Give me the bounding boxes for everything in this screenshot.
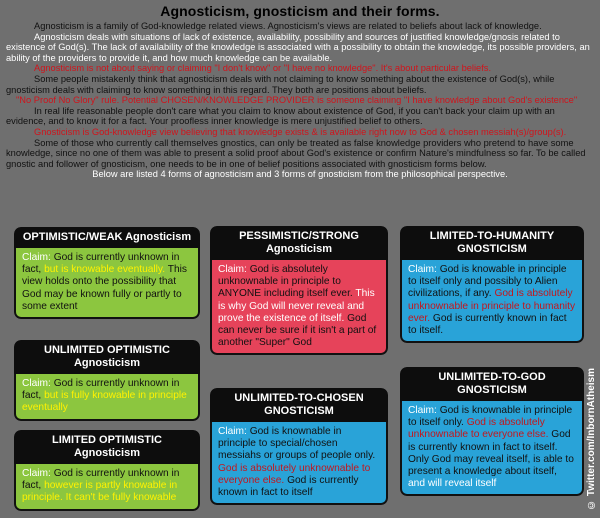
claim-text: God is currently unknown in fact, — [22, 468, 180, 492]
claim-label: Claim: — [218, 264, 247, 275]
box-limited-to-humanity — [400, 226, 584, 343]
box-header: UNLIMITED-TO-CHOSEN GNOSTICISM — [210, 388, 388, 422]
claim-text: God is absolutely unknownable in principle to ANYONE including itself ever. — [218, 264, 353, 300]
intro-p3: Agnosticism is not about saying or claiming "I don't know" or "I have no knowledge". It's about particular beliefs. — [34, 63, 492, 74]
box-body — [14, 248, 200, 319]
box-header: LIMITED-TO-HUMANITY GNOSTICISM — [400, 226, 584, 260]
claim-highlight: God is absolutely unknownable to everyone else. — [218, 462, 371, 486]
intro-p7: Gnosticism is God-knowledge view believing that knowledge exists & is available right now to God & chosen messiah(s)/group(s). — [34, 126, 567, 137]
claim-highlight: God is absolutely unknownable in principle to humanity ever. — [408, 288, 576, 324]
box-body — [210, 260, 388, 355]
claim-text: God is knownable in principle to special/chosen messiahs or groups of people only. — [218, 426, 376, 462]
box-unlimited-to-chosen — [210, 388, 388, 505]
box-body — [14, 464, 200, 511]
claim-highlight: This is why God will never reveal and prove the existence of itself. — [218, 288, 375, 324]
intro-p8: Some of those who currently call themselves gnostics, can only be treated as false knowledge providers who pretend to have some knowledge, since no one of them was able to present a solid proof about God's existence or confirm Nature's mindfulness so far. To be called gnostic and follower of gnosticism, one needs to be in one of belief positions associated with gnosticism forms below. — [6, 137, 586, 169]
intro-p9: Below are listed 4 forms of agnosticism and 3 forms of gnosticism from the philosophical perspective. — [92, 169, 508, 180]
box-optimistic-weak — [14, 227, 200, 319]
box-header: LIMITED OPTIMISTIC Agnosticism — [14, 430, 200, 464]
claim-highlight: and will reveal itself — [408, 478, 497, 490]
claim-label: Claim: — [22, 252, 51, 263]
claim-label: Claim: — [218, 426, 247, 437]
claim-text: God is currently unknown in fact, — [22, 252, 180, 276]
box-body — [14, 374, 200, 421]
box-pessimistic-strong — [210, 226, 388, 355]
page-title: Agnosticism, gnosticism and their forms. — [160, 3, 440, 19]
claim-highlight: however is partly knowable in principle. — [22, 480, 178, 504]
claim-text: God is knownable in principle to itself only. — [408, 405, 573, 429]
claim-text: God is currently known in fact to itself. — [408, 312, 567, 337]
claim-text: God is currently unknown in fact, — [22, 378, 180, 402]
intro-p5: "No Proof No Glory" rule. Potential CHOSEN/KNOWLEDGE PROVIDER is someone claiming "I have knowledge about God's existence" — [16, 95, 578, 106]
claim-label: Claim: — [22, 468, 51, 479]
box-body — [400, 260, 584, 343]
intro-p4: Some people mistakenly think that agnosticism deals with not claiming to know something about the existence of God(s), while gnosticism deals with claiming to know something in this regard. They both are positions about beliefs. — [6, 73, 555, 95]
box-header: OPTIMISTIC/WEAK Agnosticism — [14, 227, 200, 248]
box-body — [210, 422, 388, 505]
claim-label: Claim: — [408, 264, 437, 275]
claim-highlight: It can't be fully knowable — [62, 492, 177, 504]
claim-text: God is currently known in fact to itself — [218, 474, 359, 499]
credit-text: © Twitter.com/InbornAtheism — [586, 368, 597, 510]
box-unlimited-optimistic — [14, 340, 200, 421]
claim-label: Claim: — [408, 405, 437, 416]
intro-p2: Agnosticism deals with situations of lack of existence, availability, possibility and sources of justified knowledge/gnosis related to existence of God(s). The lack of availability of the knowledge is associated with a possibility to obtain the knowledge, its possible providers, an ability of the providers to provide it, and how much knowledge can be available. — [6, 31, 590, 63]
claim-text: God can never be sure if it isn't a part of another "Super" God — [218, 312, 377, 349]
intro-text — [6, 21, 594, 180]
box-header: UNLIMITED-TO-GOD GNOSTICISM — [400, 367, 584, 401]
intro-p6: In real life reasonable people don't care what you claim to know about existence of God, if you can't back your claim up with an evidence, and to know it for a fact. Your proofless inner knowledge is mere unjustified belief to others. — [6, 105, 555, 127]
claim-highlight: but is knowable eventually. — [44, 264, 166, 276]
claim-text: God is knowable in principle to itself only and possibly to Alien civilizations, if any. — [408, 264, 567, 300]
claim-text: This view holds onto the possibility that God may be known fully or partly to some extent — [22, 264, 188, 312]
claim-label: Claim: — [22, 378, 51, 389]
box-header: UNLIMITED OPTIMISTIC Agnosticism — [14, 340, 200, 374]
box-unlimited-to-god — [400, 367, 584, 496]
box-body — [400, 401, 584, 496]
box-header: PESSIMISTIC/STRONG Agnosticism — [210, 226, 388, 260]
claim-highlight: but is fully knowable in principle eventually — [22, 390, 187, 414]
box-limited-optimistic — [14, 430, 200, 511]
claim-highlight: God is absolutely unknownable to everyone else. — [408, 417, 549, 441]
intro-p1: Agnosticism is a family of God-knowledge related views. Agnosticism's views are related to beliefs about lack of knowledge. — [34, 21, 542, 31]
claim-text: God is currently known in fact to itself. Only God may reveal itself, is able to present a knowledge about itself, — [408, 429, 574, 478]
